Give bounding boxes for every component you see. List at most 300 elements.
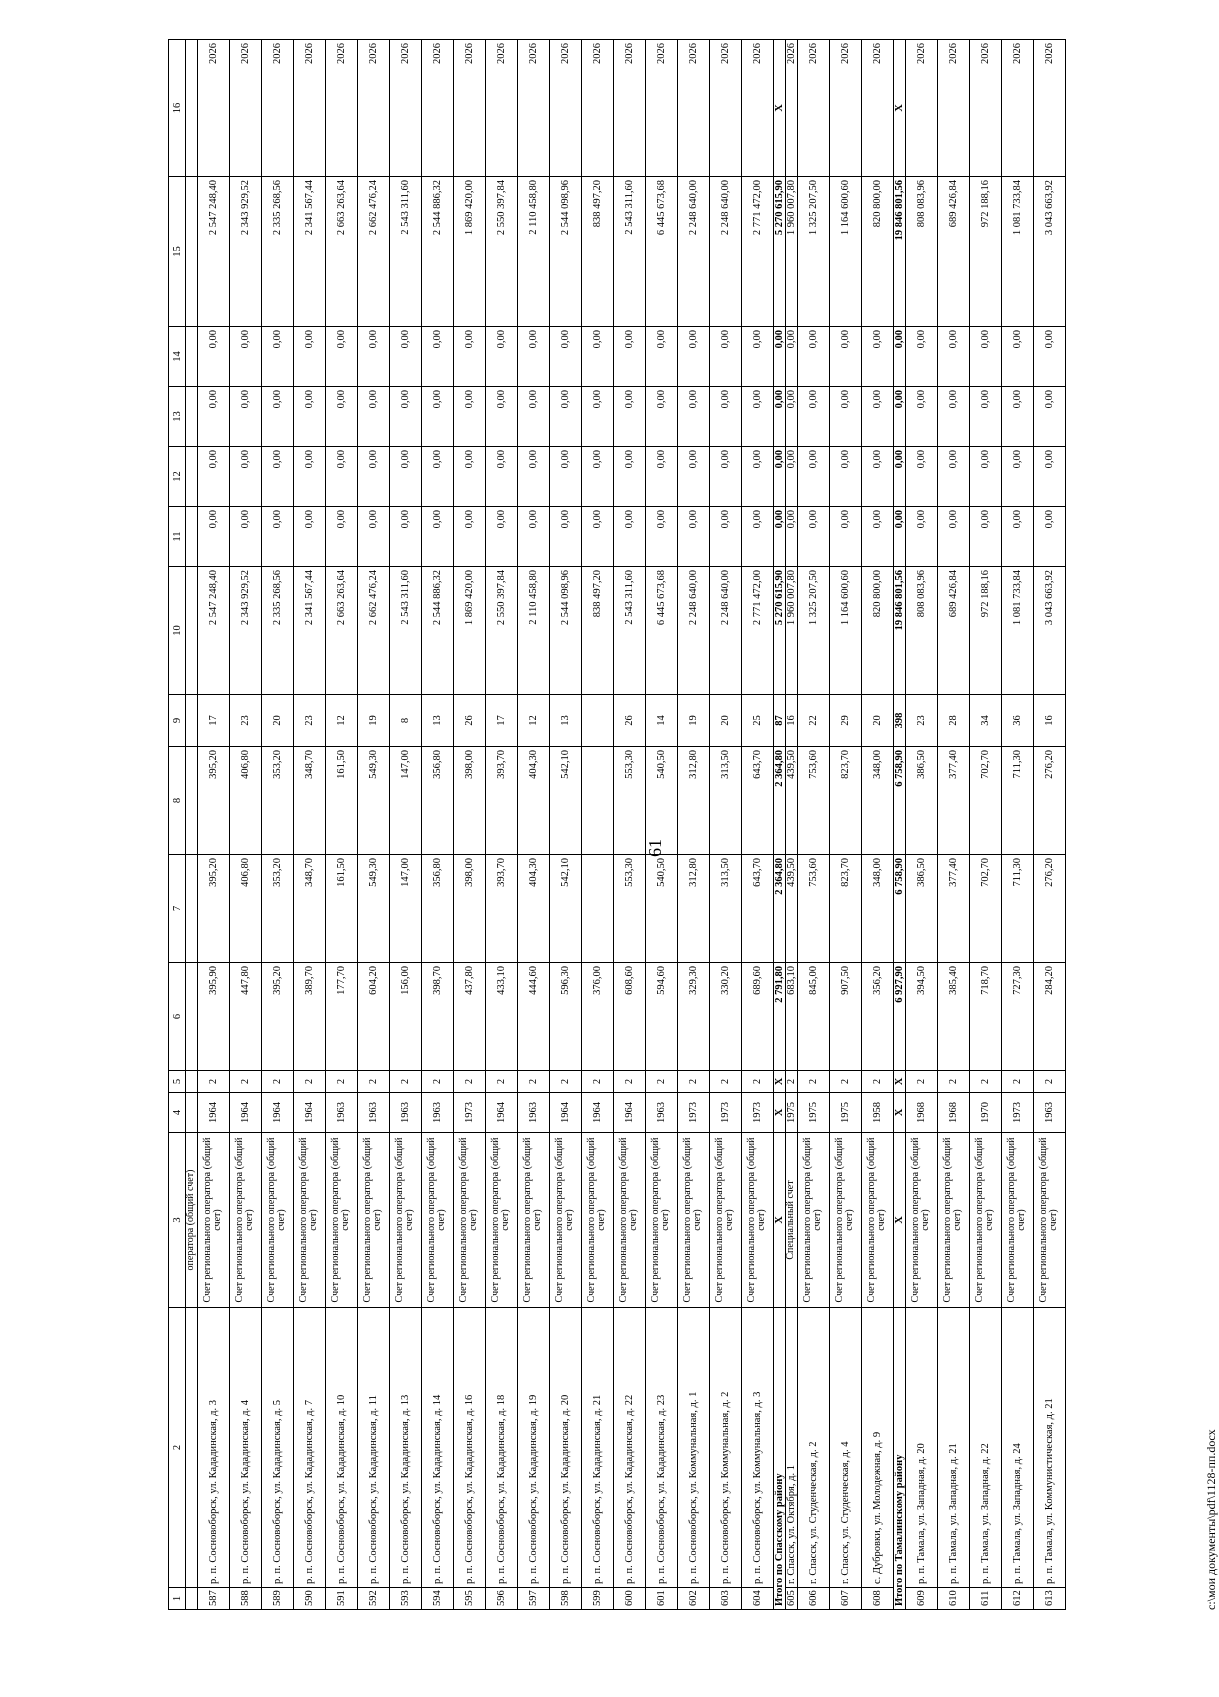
- table-cell: 0,00: [861, 447, 893, 507]
- table-cell: 2 248 640,00: [677, 567, 709, 695]
- table-cell: 1973: [677, 1093, 709, 1133]
- table-cell: 587: [197, 1588, 229, 1610]
- table-cell: 13: [549, 695, 581, 747]
- table-cell: 594,60: [645, 963, 677, 1071]
- table-cell: 2026: [261, 40, 293, 177]
- table-cell: 2 543 311,60: [613, 177, 645, 327]
- table-cell: 2 547 248,40: [197, 567, 229, 695]
- table-cell: 353,20: [261, 855, 293, 963]
- table-cell: 393,70: [485, 855, 517, 963]
- table-row: [829, 40, 861, 1610]
- table-cell: Счет регионального оператора (общий счет): [485, 1133, 517, 1308]
- table-row: [389, 40, 421, 1610]
- table-cell: р. п. Сосновоборск, ул. Кададинская, д. 10: [325, 1308, 357, 1588]
- table-cell: 395,20: [261, 963, 293, 1071]
- table-cell: 348,70: [293, 855, 325, 963]
- table-cell: 1 325 207,50: [797, 567, 829, 695]
- table-cell: 404,30: [517, 747, 549, 855]
- table-row: [197, 40, 229, 1610]
- table-cell: 2026: [741, 40, 773, 177]
- table-row: [645, 40, 677, 1610]
- table-cell: 549,30: [357, 855, 389, 963]
- table-cell: 0,00: [677, 327, 709, 387]
- table-cell: 702,70: [969, 855, 1001, 963]
- table-cell: 276,20: [1033, 747, 1065, 855]
- table-cell: 0,00: [549, 327, 581, 387]
- table-cell: 389,70: [293, 963, 325, 1071]
- table-cell: 1963: [517, 1093, 549, 1133]
- table-cell: 2 550 397,84: [485, 567, 517, 695]
- table-cell: 820 800,00: [861, 567, 893, 695]
- table-cell: Счет регионального оператора (общий счет): [421, 1133, 453, 1308]
- table-cell: 2026: [357, 40, 389, 177]
- table-cell: 2: [613, 1071, 645, 1093]
- table-cell: 0,00: [829, 447, 861, 507]
- table-cell: Счет регионального оператора (общий счет): [197, 1133, 229, 1308]
- table-cell: 0,00: [613, 447, 645, 507]
- table-cell: 820 800,00: [861, 177, 893, 327]
- table-cell: 643,70: [741, 855, 773, 963]
- table-cell: 447,80: [229, 963, 261, 1071]
- table-cell: 356,80: [421, 747, 453, 855]
- table-cell: 0,00: [1033, 507, 1065, 567]
- table-cell: 0,00: [325, 327, 357, 387]
- table-cell: Х: [893, 1071, 905, 1093]
- table-cell: 0,00: [517, 387, 549, 447]
- header-row: [169, 40, 186, 1610]
- table-cell: 711,30: [1001, 747, 1033, 855]
- table-cell: 2 544 098,96: [549, 177, 581, 327]
- table-cell: 2026: [829, 40, 861, 177]
- table-cell: 156,00: [389, 963, 421, 1071]
- table-cell: 2: [741, 1071, 773, 1093]
- table-cell: 348,70: [293, 747, 325, 855]
- table-cell: 702,70: [969, 747, 1001, 855]
- table-cell: 0,00: [829, 327, 861, 387]
- total-label: Итого по Спасскому району: [773, 1308, 785, 1610]
- table-cell: Счет регионального оператора (общий счет): [517, 1133, 549, 1308]
- column-number-cell: 8: [169, 747, 186, 855]
- table-cell: 0,00: [357, 387, 389, 447]
- table-cell: 0,00: [421, 327, 453, 387]
- table-cell: 907,50: [829, 963, 861, 1071]
- table-row: [905, 40, 937, 1610]
- table-cell: 0,00: [485, 387, 517, 447]
- table-cell: 2 343 929,52: [229, 177, 261, 327]
- table-cell: 0,00: [709, 447, 741, 507]
- table-cell: 553,30: [613, 855, 645, 963]
- table-cell: р. п. Тамала, ул. Коммунистическая, д. 21: [1033, 1308, 1065, 1588]
- table-cell: 603: [709, 1588, 741, 1610]
- table-cell: 601: [645, 1588, 677, 1610]
- table-cell: 0,00: [741, 387, 773, 447]
- column-number-cell: 10: [169, 567, 186, 695]
- table-cell: 1975: [785, 1093, 797, 1133]
- table-cell: 589: [261, 1588, 293, 1610]
- table-cell: 1964: [581, 1093, 613, 1133]
- table-cell: 0,00: [1001, 327, 1033, 387]
- table-cell: 0,00: [549, 387, 581, 447]
- table-cell: Х: [893, 1093, 905, 1133]
- table-cell: 5 270 615,90: [773, 177, 785, 327]
- table-cell: 1 869 420,00: [453, 177, 485, 327]
- file-path-footer: c:\мои документы\pdf\1128-пп.docx: [1204, 1429, 1218, 1610]
- table-cell: 553,30: [613, 747, 645, 855]
- table-cell: Счет регионального оператора (общий счет): [549, 1133, 581, 1308]
- table-cell: 1968: [905, 1093, 937, 1133]
- total-row-spassky: [773, 40, 785, 1610]
- table-cell: 0,00: [389, 507, 421, 567]
- table-cell: 2 110 458,80: [517, 177, 549, 327]
- table-cell: 2026: [969, 40, 1001, 177]
- table-cell: 611: [969, 1588, 1001, 1610]
- table-row: [861, 40, 893, 1610]
- table-cell: 0,00: [893, 387, 905, 447]
- table-cell: Специальный счет: [785, 1133, 797, 1308]
- table-cell: 0,00: [581, 447, 613, 507]
- table-cell: 2: [229, 1071, 261, 1093]
- table-cell: 2026: [389, 40, 421, 177]
- table-cell: 0,00: [785, 387, 797, 447]
- table-cell: 2026: [709, 40, 741, 177]
- table-row: [453, 40, 485, 1610]
- column-number-cell: 13: [169, 387, 186, 447]
- table-cell: 838 497,20: [581, 567, 613, 695]
- table-cell: 0,00: [485, 447, 517, 507]
- table-cell: 0,00: [389, 447, 421, 507]
- table-cell: 0,00: [905, 507, 937, 567]
- table-cell: 0,00: [421, 447, 453, 507]
- table-cell: 6 445 673,68: [645, 567, 677, 695]
- table-row: [261, 40, 293, 1610]
- table-cell: Х: [893, 1133, 905, 1308]
- table-cell: 395,20: [197, 747, 229, 855]
- empty-cell: [186, 963, 198, 1071]
- table-cell: 683,10: [785, 963, 797, 1071]
- table-cell: 0,00: [613, 507, 645, 567]
- column-number-cell: 12: [169, 447, 186, 507]
- empty-cell: [186, 1588, 198, 1610]
- table-cell: 0,00: [905, 327, 937, 387]
- table-cell: 377,40: [937, 855, 969, 963]
- table-cell: 147,00: [389, 747, 421, 855]
- table-cell: 19 846 801,56: [893, 567, 905, 695]
- table-cell: Х: [773, 40, 785, 177]
- table-cell: р. п. Тамала, ул. Западная, д. 21: [937, 1308, 969, 1588]
- table-cell: 0,00: [421, 507, 453, 567]
- table-cell: 1963: [357, 1093, 389, 1133]
- table-cell: 0,00: [517, 447, 549, 507]
- table-cell: 0,00: [937, 327, 969, 387]
- table-cell: 0,00: [741, 507, 773, 567]
- table-cell: 0,00: [797, 447, 829, 507]
- table-cell: 28: [937, 695, 969, 747]
- table-cell: 17: [197, 695, 229, 747]
- table-cell: р. п. Сосновоборск, ул. Кададинская, д. 11: [357, 1308, 389, 1588]
- table-cell: 0,00: [581, 327, 613, 387]
- table-cell: 19: [357, 695, 389, 747]
- table-cell: 0,00: [709, 327, 741, 387]
- table-cell: 2 547 248,40: [197, 177, 229, 327]
- table-cell: 20: [861, 695, 893, 747]
- table-cell: р. п. Сосновоборск, ул. Кададинская, д. 4: [229, 1308, 261, 1588]
- table-cell: 0,00: [453, 447, 485, 507]
- table-cell: 398,00: [453, 747, 485, 855]
- table-cell: 1963: [645, 1093, 677, 1133]
- table-cell: 6 758,90: [893, 747, 905, 855]
- table-cell: 2026: [325, 40, 357, 177]
- table-cell: 542,10: [549, 855, 581, 963]
- table-cell: 1 081 733,84: [1001, 177, 1033, 327]
- table-cell: 1973: [1001, 1093, 1033, 1133]
- table-cell: 591: [325, 1588, 357, 1610]
- table-cell: 1 164 600,60: [829, 177, 861, 327]
- table-cell: 542,10: [549, 747, 581, 855]
- table-cell: 0,00: [861, 327, 893, 387]
- column-number-cell: 1: [169, 1588, 186, 1610]
- table-cell: 1964: [229, 1093, 261, 1133]
- table-cell: 2026: [421, 40, 453, 177]
- table-row: [969, 40, 1001, 1610]
- table-cell: 2: [797, 1071, 829, 1093]
- table-cell: 1964: [293, 1093, 325, 1133]
- table-cell: 1964: [261, 1093, 293, 1133]
- table-cell: 2 335 268,56: [261, 567, 293, 695]
- table-cell: 2: [357, 1071, 389, 1093]
- table-cell: 0,00: [613, 327, 645, 387]
- table-cell: 610: [937, 1588, 969, 1610]
- table-row: [549, 40, 581, 1610]
- table-cell: 0,00: [229, 387, 261, 447]
- table-cell: 437,80: [453, 963, 485, 1071]
- table-cell: 330,20: [709, 963, 741, 1071]
- table-cell: р. п. Тамала, ул. Западная, д. 22: [969, 1308, 1001, 1588]
- table-cell: 2 248 640,00: [677, 177, 709, 327]
- table-cell: 1 325 207,50: [797, 177, 829, 327]
- table-cell: 2: [1033, 1071, 1065, 1093]
- table-cell: 2: [645, 1071, 677, 1093]
- table-cell: 23: [293, 695, 325, 747]
- table-cell: 2026: [1001, 40, 1033, 177]
- table-cell: 29: [829, 695, 861, 747]
- table-cell: 439,50: [785, 855, 797, 963]
- table-cell: 386,50: [905, 747, 937, 855]
- table-cell: 2: [1001, 1071, 1033, 1093]
- table-row: [581, 40, 613, 1610]
- table-cell: 0,00: [785, 507, 797, 567]
- table-cell: 2 335 268,56: [261, 177, 293, 327]
- table-cell: 608: [861, 1588, 893, 1610]
- table-cell: 0,00: [453, 507, 485, 567]
- table-cell: Счет регионального оператора (общий счет): [229, 1133, 261, 1308]
- table-cell: 0,00: [797, 327, 829, 387]
- table-row: [229, 40, 261, 1610]
- table-cell: 0,00: [485, 507, 517, 567]
- table-cell: 2: [517, 1071, 549, 1093]
- table-cell: р. п. Сосновоборск, ул. Кададинская, д. 20: [549, 1308, 581, 1588]
- table-cell: 2: [325, 1071, 357, 1093]
- table-cell: 2026: [905, 40, 937, 177]
- table-cell: 26: [613, 695, 645, 747]
- table-cell: 0,00: [937, 447, 969, 507]
- table-cell: 0,00: [581, 387, 613, 447]
- table-cell: 406,80: [229, 855, 261, 963]
- table-cell: р. п. Тамала, ул. Западная, д. 24: [1001, 1308, 1033, 1588]
- table-row: [517, 40, 549, 1610]
- table-cell: 593: [389, 1588, 421, 1610]
- table-cell: 643,70: [741, 747, 773, 855]
- table-cell: 0,00: [785, 447, 797, 507]
- table-cell: 0,00: [229, 447, 261, 507]
- table-cell: 398: [893, 695, 905, 747]
- table-cell: 161,50: [325, 855, 357, 963]
- table-cell: 1964: [197, 1093, 229, 1133]
- table-cell: 0,00: [581, 507, 613, 567]
- table-cell: 161,50: [325, 747, 357, 855]
- table-cell: с. Дубровки, ул. Молодежная, д. 9: [861, 1308, 893, 1588]
- table-cell: 23: [905, 695, 937, 747]
- table-row: [421, 40, 453, 1610]
- table-cell: 607: [829, 1588, 861, 1610]
- table-cell: 1973: [453, 1093, 485, 1133]
- table-cell: Счет регионального оператора (общий счет): [389, 1133, 421, 1308]
- table-cell: Счет регионального оператора (общий счет): [709, 1133, 741, 1308]
- table-cell: 2026: [937, 40, 969, 177]
- table-cell: р. п. Сосновоборск, ул. Кададинская, д. 13: [389, 1308, 421, 1588]
- table-cell: р. п. Сосновоборск, ул. Кададинская, д. 7: [293, 1308, 325, 1588]
- table-cell: 444,60: [517, 963, 549, 1071]
- table-cell: 2 544 098,96: [549, 567, 581, 695]
- table-cell: 972 188,16: [969, 567, 1001, 695]
- table-cell: 313,50: [709, 855, 741, 963]
- table-cell: 353,20: [261, 747, 293, 855]
- table-cell: 1975: [797, 1093, 829, 1133]
- table-cell: 1 869 420,00: [453, 567, 485, 695]
- table-cell: 590: [293, 1588, 325, 1610]
- table-cell: 1964: [549, 1093, 581, 1133]
- table-cell: 276,20: [1033, 855, 1065, 963]
- table-cell: 2 663 263,64: [325, 567, 357, 695]
- table-cell: 313,50: [709, 747, 741, 855]
- table-cell: 0,00: [389, 327, 421, 387]
- table-cell: оператора (общий счет): [186, 1133, 198, 1308]
- table-cell: р. п. Сосновоборск, ул. Кададинская, д. 16: [453, 1308, 485, 1588]
- table-cell: 2 544 886,32: [421, 177, 453, 327]
- table-cell: 356,20: [861, 963, 893, 1071]
- table-cell: 386,50: [905, 855, 937, 963]
- table-cell: 348,00: [861, 747, 893, 855]
- table-cell: 0,00: [197, 387, 229, 447]
- empty-cell: [186, 855, 198, 963]
- table-cell: 36: [1001, 695, 1033, 747]
- table-cell: 2 771 472,00: [741, 567, 773, 695]
- table-cell: 0,00: [485, 327, 517, 387]
- table-cell: 1 081 733,84: [1001, 567, 1033, 695]
- table-cell: р. п. Сосновоборск, ул. Коммунальная, д. 3: [741, 1308, 773, 1588]
- table-cell: 2 771 472,00: [741, 177, 773, 327]
- table-cell: 433,10: [485, 963, 517, 1071]
- empty-cell: [186, 327, 198, 387]
- table-cell: 20: [261, 695, 293, 747]
- table-cell: [581, 747, 613, 855]
- table-cell: 2: [905, 1071, 937, 1093]
- empty-cell: [186, 507, 198, 567]
- empty-cell: [186, 447, 198, 507]
- empty-cell: [186, 1308, 198, 1588]
- table-cell: 845,00: [797, 963, 829, 1071]
- column-number-cell: 14: [169, 327, 186, 387]
- table-cell: 612: [1001, 1588, 1033, 1610]
- table-cell: 2 248 640,00: [709, 177, 741, 327]
- table-cell: 600: [613, 1588, 645, 1610]
- table-cell: 605: [785, 1588, 797, 1610]
- table-cell: 12: [517, 695, 549, 747]
- table-cell: 2: [389, 1071, 421, 1093]
- table-cell: 2: [969, 1071, 1001, 1093]
- table-cell: 604,20: [357, 963, 389, 1071]
- table-cell: 13: [421, 695, 453, 747]
- table-cell: 312,80: [677, 855, 709, 963]
- table-cell: Х: [773, 1133, 785, 1308]
- table-cell: Счет регионального оператора (общий счет): [937, 1133, 969, 1308]
- table-cell: 394,50: [905, 963, 937, 1071]
- empty-cell: [186, 177, 198, 327]
- table-row: [709, 40, 741, 1610]
- table-cell: 0,00: [797, 387, 829, 447]
- table-cell: 0,00: [741, 327, 773, 387]
- table-cell: 1963: [325, 1093, 357, 1133]
- table-cell: 1963: [421, 1093, 453, 1133]
- table-row: [613, 40, 645, 1610]
- table-row: [1033, 40, 1065, 1610]
- table-cell: 0,00: [969, 327, 1001, 387]
- table-cell: 0,00: [829, 387, 861, 447]
- table-cell: 26: [453, 695, 485, 747]
- table-cell: 689 426,84: [937, 567, 969, 695]
- table-cell: 398,00: [453, 855, 485, 963]
- table-row: [741, 40, 773, 1610]
- table-cell: 2: [861, 1071, 893, 1093]
- table-cell: 0,00: [261, 507, 293, 567]
- table-cell: 0,00: [325, 507, 357, 567]
- table-cell: 312,80: [677, 747, 709, 855]
- table-cell: 1 960 007,80: [785, 567, 797, 695]
- table-cell: 0,00: [261, 387, 293, 447]
- table-cell: г. Спасск, ул. Октября, д. 1: [785, 1308, 797, 1588]
- table-row: [797, 40, 829, 1610]
- table-cell: 604: [741, 1588, 773, 1610]
- table-cell: 2026: [517, 40, 549, 177]
- table-cell: [581, 695, 613, 747]
- table-cell: 0,00: [357, 507, 389, 567]
- table-cell: 595: [453, 1588, 485, 1610]
- table-cell: 606: [797, 1588, 829, 1610]
- table-cell: 6 758,90: [893, 855, 905, 963]
- rotated-table-container: [168, 40, 1218, 1610]
- table-row: [325, 40, 357, 1610]
- table-cell: 596,30: [549, 963, 581, 1071]
- table-cell: р. п. Сосновоборск, ул. Кададинская, д. 21: [581, 1308, 613, 1588]
- table-cell: 0,00: [861, 387, 893, 447]
- table-cell: 0,00: [645, 447, 677, 507]
- table-cell: 2026: [645, 40, 677, 177]
- table-cell: 0,00: [773, 327, 785, 387]
- table-cell: 2 662 476,24: [357, 177, 389, 327]
- table-cell: 2 248 640,00: [709, 567, 741, 695]
- table-cell: 2: [485, 1071, 517, 1093]
- table-cell: 377,40: [937, 747, 969, 855]
- table-cell: 0,00: [645, 507, 677, 567]
